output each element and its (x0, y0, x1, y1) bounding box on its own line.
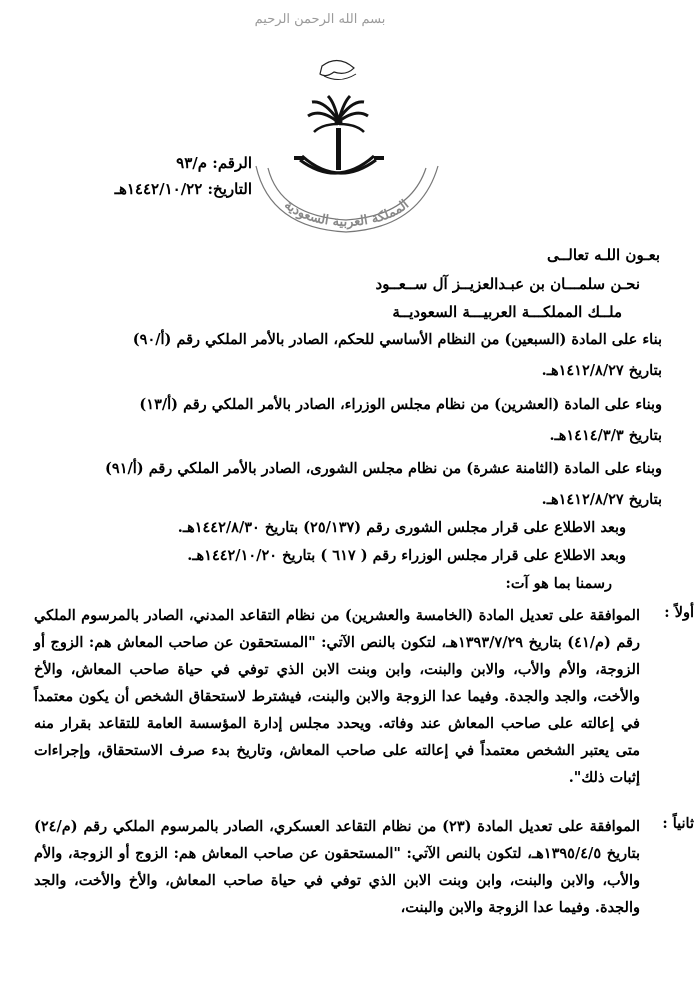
recital-2-line1: وبناء على المادة (العشرين) من نظام مجلس الوزراء، الصادر بالأمر الملكي رقم (أ/١٣) (139, 396, 662, 413)
saudi-emblem-logo (250, 56, 450, 236)
article-2-text: الموافقة على تعديل المادة (٢٣) من نظام التقاعد العسكري، الصادر بالمرسوم الملكي رقم (م/٢٤) بتاريخ ١٣٩٥/٤/٥هـ، لتكون بالنص الآتي: "المستحقون عن صاحب المعاش هم: الزوج أو الزوجة، والأم والأب، والابن والبنت، وابن وبنت الابن الذي توفي في حياة صاحب المعاش، والأخ والأخت، والجد والجدة. وفيما عدا الزوجة والابن والبنت، (34, 818, 640, 916)
article-1-text: الموافقة على تعديل المادة (الخامسة والعشرين) من نظام التقاعد المدني، الصادر بالمرسوم الملكي رقم (م/٤١) بتاريخ ١٣٩٣/٧/٢٩هـ، لتكون بالنص الآتي: "المستحقون عن صاحب المعاش هم: الزوج أو الزوجة، والأم والأب، والابن والبنت، وابن وبنت الابن الذي توفي في حياة صاحب المعاش، والأخ والأخت، والجد والجدة. وفيما عدا الزوجة والابن والبنت، فيشترط لاستحقاق الشخص أن يكون معتمداً في إعالته على صاحب المعاش عند وفاته. ويحدد مجلس إدارة المؤسسة العامة للتقاعد بقرار منه متى يعتبر الشخص معتمداً في إعالته على صاحب المعاش، وتاريخ بدء صرف الاستحقاق، وإجراءات إثبات ذلك". (34, 607, 640, 786)
king-name-line: نحـن سلمـــان بن عبـدالعزيــز آل ســعــود (375, 275, 640, 293)
article-2-label: ثانياً : (662, 815, 694, 832)
recital-3-line1: وبناء على المادة (الثامنة عشرة) من نظام مجلس الشورى، الصادر بالأمر الملكي رقم (أ/٩١) (105, 460, 662, 477)
review-shura-line: وبعد الاطلاع على قرار مجلس الشورى رقم (٢٥/١٣٧) بتاريخ ١٤٤٢/٨/٣٠هـ. (177, 519, 626, 536)
reference-date: التاريخ: ١٤٤٢/١٠/٢٢هـ (114, 180, 252, 198)
palm-tree-icon (308, 96, 368, 170)
decree-intro: رسمنا بما هو آت: (505, 575, 612, 592)
recital-1-line1: بناء على المادة (السبعين) من النظام الأساسي للحكم، الصادر بالأمر الملكي رقم (أ/٩٠) (132, 331, 662, 348)
invocation-line: بعـون اللـه تعالــى (547, 246, 660, 264)
recital-2-line2: بتاريخ ١٤١٤/٣/٣هـ. (549, 427, 662, 444)
kingdom-title-line: ملــك المملكـــة العربيـــة السعوديــة (392, 303, 622, 321)
royal-court-monogram-icon (320, 60, 356, 79)
basmala: بسم الله الرحمن الرحيم (254, 12, 386, 27)
reference-number: الرقم: م/٩٣ (176, 154, 252, 172)
review-ministers-line: وبعد الاطلاع على قرار مجلس الوزراء رقم ( ٦١٧ ) بتاريخ ١٤٤٢/١٠/٢٠هـ. (187, 547, 626, 564)
svg-text:المملكة العربية السعودية: المملكة العربية السعودية (281, 197, 413, 231)
recital-1-line2: بتاريخ ١٤١٢/٨/٢٧هـ. (541, 362, 662, 379)
reference-block (92, 150, 252, 202)
recital-3-line2: بتاريخ ١٤١٢/٨/٢٧هـ. (541, 491, 662, 508)
article-1-label: أولاً : (664, 604, 694, 621)
